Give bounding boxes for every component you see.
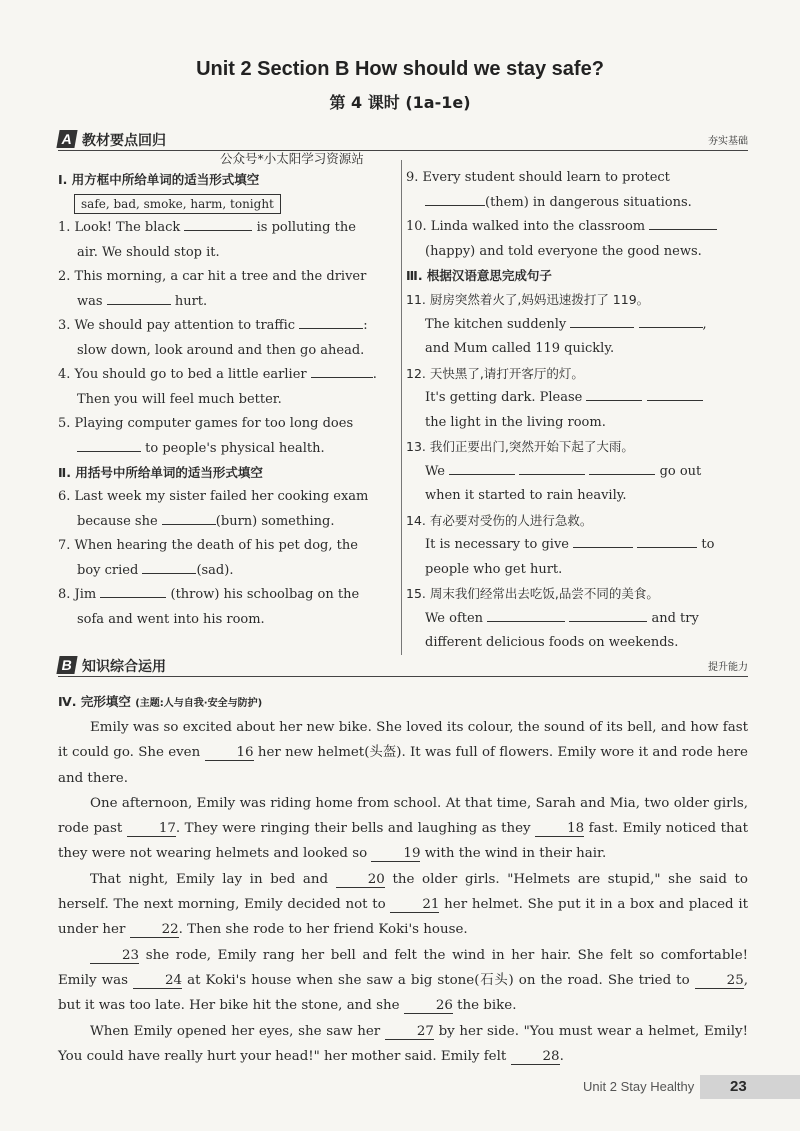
cloze-blank-20[interactable]: 20 [336, 872, 385, 888]
left-column [58, 150, 396, 660]
paragraph-5: When Emily opened her eyes, she saw her 27 by her side. "You must wear a helmet, Emily! You could have really hurt your head!" her mother said. Emily felt 28. [58, 1023, 748, 1064]
answer-blank[interactable] [649, 215, 717, 230]
question-7-cont: boy cried (sad). [58, 559, 396, 584]
question-12: It's getting dark. Please [406, 386, 750, 411]
answer-blank[interactable] [449, 460, 515, 475]
answer-blank[interactable] [162, 510, 216, 525]
question-11: The kitchen suddenly , [406, 313, 750, 338]
question-15: We often and try [406, 607, 750, 632]
question-14: It is necessary to give to [406, 533, 750, 558]
answer-blank[interactable] [142, 559, 196, 574]
question-2: 2. This morning, a car hit a tree and the driver [58, 269, 367, 284]
cloze-blank-27[interactable]: 27 [385, 1024, 434, 1040]
paragraph-1: Emily was so excited about her new bike. She loved its colour, the sound of its bell, and how fast it could go. She even 16 her new helmet(头盔). It was full of flowers. Emily wore it and rode here and there. [58, 720, 748, 786]
part-2-heading: Ⅱ. 用括号中所给单词的适当形式填空 [58, 465, 263, 480]
answer-blank[interactable] [637, 533, 697, 548]
cloze-blank-25[interactable]: 25 [695, 973, 744, 989]
answer-blank[interactable] [519, 460, 585, 475]
page-number: 23 [700, 1075, 800, 1099]
question-13-cn: 13. 我们正要出门,突然开始下起了大雨。 [406, 439, 634, 454]
section-a-badge: A [56, 130, 77, 148]
question-5-cont: to people's physical health. [58, 437, 396, 462]
section-b-badge: B [56, 656, 77, 674]
cloze-blank-24[interactable]: 24 [133, 973, 182, 989]
part-4-heading: Ⅳ. 完形填空 (主题:人与自我·安全与防护) [58, 694, 263, 709]
question-13-cont: when it started to rain heavily. [425, 488, 627, 503]
column-divider [401, 160, 402, 655]
question-9: 9. Every student should learn to protect [406, 170, 670, 185]
section-a-title: 教材要点回归 [82, 133, 166, 149]
part-1-heading: Ⅰ. 用方框中所给单词的适当形式填空 [58, 172, 260, 187]
cloze-blank-16[interactable]: 16 [205, 745, 254, 761]
paragraph-2: One afternoon, Emily was riding home from school. At that time, Sarah and Mia, two older girls, rode past 17. They were ringing their bells and laughing as they 18 fast. Emily noticed that they were not wearing helmets and looked so 19 with the wind in their hair. [58, 795, 748, 862]
question-1-cont: air. We should stop it. [77, 244, 220, 260]
watermark-text: 公众号*小太阳学习资源站 [220, 151, 364, 166]
question-4-cont: Then you will feel much better. [77, 391, 282, 407]
answer-blank[interactable] [639, 313, 703, 328]
section-b-title: 知识综合运用 [82, 659, 166, 675]
lesson-subtitle: 第 4 课时 (1a-1e) [329, 93, 471, 112]
cloze-passage [58, 715, 748, 1069]
answer-blank[interactable] [573, 533, 633, 548]
answer-blank[interactable] [569, 607, 647, 622]
question-3: 3. We should pay attention to traffic : [58, 314, 396, 339]
section-b-header [58, 656, 748, 677]
question-15-cn: 15. 周末我们经常出去吃饭,品尝不同的美食。 [406, 586, 659, 601]
question-3-cont: slow down, look around and then go ahead. [77, 342, 365, 358]
answer-blank[interactable] [425, 191, 485, 206]
cloze-blank-21[interactable]: 21 [390, 897, 439, 913]
question-10-cont: (happy) and told everyone the good news. [425, 243, 702, 259]
question-8-cont: sofa and went into his room. [77, 611, 265, 627]
part-3-heading: Ⅲ. 根据汉语意思完成句子 [406, 268, 552, 283]
answer-blank[interactable] [107, 290, 171, 305]
cloze-blank-23[interactable]: 23 [90, 948, 139, 964]
cloze-blank-19[interactable]: 19 [371, 846, 420, 862]
question-14-cont: people who get hurt. [425, 561, 563, 577]
section-a-header [58, 130, 748, 151]
question-6-cont: because she (burn) something. [58, 510, 396, 535]
question-12-cont: the light in the living room. [425, 414, 606, 430]
cloze-blank-28[interactable]: 28 [511, 1049, 560, 1065]
question-5: 5. Playing computer games for too long does [58, 416, 354, 431]
answer-blank[interactable] [589, 460, 655, 475]
paragraph-4: 23 she rode, Emily rang her bell and felt the wind in her hair. She felt so comfortable! Emily was 24 at Koki's house when she saw a big stone(石头) on the road. She tried to 25, but it was too late. Her bike hit the stone, and she 26 the bike. [58, 947, 748, 1014]
question-4: 4. You should go to bed a little earlier . [58, 363, 396, 388]
paragraph-3: That night, Emily lay in bed and 20 the older girls. "Helmets are stupid," she said to herself. The next morning, Emily decided not to 21 her helmet. She put it in a box and placed it under her 22. Then she rode to her friend Koki's house. [58, 871, 748, 938]
answer-blank[interactable] [311, 363, 373, 378]
question-1: 1. Look! The black is polluting the [58, 216, 396, 241]
page-title: Unit 2 Section B How should we stay safe? [196, 58, 604, 80]
question-13: We go out [406, 460, 750, 485]
answer-blank[interactable] [184, 216, 252, 231]
question-8: 8. Jim (throw) his schoolbag on the [58, 583, 396, 608]
cloze-blank-18[interactable]: 18 [535, 821, 584, 837]
answer-blank[interactable] [100, 583, 166, 598]
question-12-cn: 12. 天快黑了,请打开客厅的灯。 [406, 365, 584, 381]
question-11-cn: 11. 厨房突然着火了,妈妈迅速拨打了 119。 [406, 292, 650, 307]
part-4-note: (主题:人与自我·安全与防护) [135, 698, 263, 709]
question-11-cont: and Mum called 119 quickly. [425, 341, 615, 356]
cloze-blank-26[interactable]: 26 [404, 998, 453, 1014]
footer-unit: Unit 2 Stay Healthy [583, 1079, 695, 1094]
question-7: 7. When hearing the death of his pet dog, the [58, 538, 358, 553]
cloze-blank-17[interactable]: 17 [127, 821, 176, 837]
question-6: 6. Last week my sister failed her cooking exam [58, 489, 369, 504]
word-box: safe, bad, smoke, harm, tonight [74, 194, 281, 214]
right-column [406, 166, 750, 676]
answer-blank[interactable] [299, 314, 363, 329]
question-15-cont: different delicious foods on weekends. [425, 635, 679, 650]
question-14-cn: 14. 有必要对受伤的人进行急救。 [406, 512, 593, 528]
answer-blank[interactable] [77, 437, 141, 452]
section-b-tag: 提升能力 [708, 662, 748, 673]
answer-blank[interactable] [487, 607, 565, 622]
question-9-cont: (them) in dangerous situations. [406, 191, 750, 216]
question-10: 10. Linda walked into the classroom [406, 215, 750, 240]
question-2-cont: was hurt. [58, 290, 396, 315]
answer-blank[interactable] [586, 386, 642, 401]
answer-blank[interactable] [570, 313, 634, 328]
section-a-tag: 夯实基础 [708, 136, 748, 147]
cloze-blank-22[interactable]: 22 [130, 922, 179, 938]
answer-blank[interactable] [647, 386, 703, 401]
